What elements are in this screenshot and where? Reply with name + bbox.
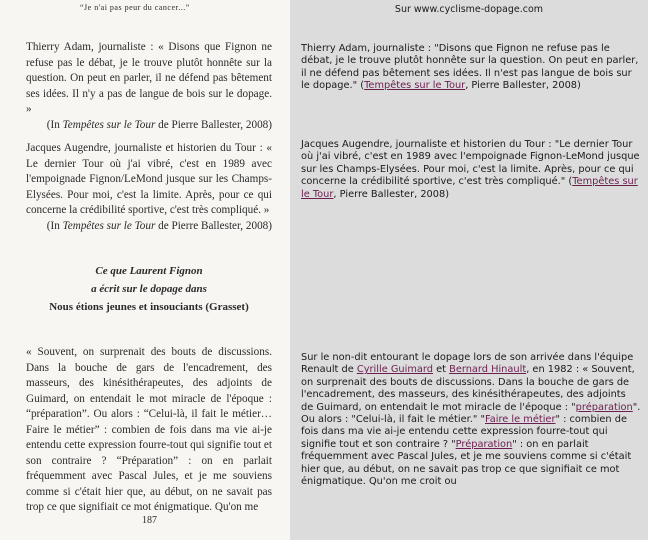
web-quote-jacques-augendre xyxy=(301,139,641,201)
book-page-scan xyxy=(0,0,290,540)
web-text: " : combien de fois dans ma vie ai-je entendu cette expression fourre-tout qui signifie tout et son contraire ? " xyxy=(301,414,627,450)
heading-line-3: Nous étions jeunes et insouciants (Grasset) xyxy=(49,301,249,313)
cite-prefix: (In xyxy=(46,219,63,232)
web-text: , Pierre Ballester, 2008) xyxy=(465,80,581,92)
web-text: Sur le non-dit entourant le dopage lors de son arrivée dans l'équipe Renault de xyxy=(301,352,634,376)
book-quote-jacques-augendre xyxy=(26,141,272,234)
book-title-link[interactable]: Tempêtes sur le Tour xyxy=(301,176,638,200)
book-title-link[interactable]: Tempêtes sur le Tour xyxy=(364,80,466,92)
link-cyrille-guimard[interactable]: Cyrille Guimard xyxy=(356,364,433,376)
cite-suffix: de Pierre Ballester, 2008) xyxy=(155,219,272,232)
site-header: Sur www.cyclisme-dopage.com xyxy=(394,4,544,15)
book-excerpt-text: « Souvent, on surprenait des bouts de discussions. Dans la bouche de gars de l'encadrement, des masseurs, des kinésithérapeutes, des adjoints de Guimard, on entendait le mot miracle de l'époque : “préparation”. Ou alors : “Celui-là, il fait le métier… Faire le métier” : combien de fois dans ma vie ai-je entendu cette expression fourre-tout qui signifie tout et son contraire ? “Préparation” : on en parlait fréquemment avec Pascal Jules, et je me souviens comme si c'était hier que, au début, on ne savait pas trop ce que signifiait ce mot énigmatique. Qu'on me xyxy=(26,346,272,513)
link-bernard-hinault[interactable]: Bernard Hinault xyxy=(449,364,527,376)
website-panel xyxy=(290,0,648,540)
book-quote-text: Jacques Augendre, journaliste et historien du Tour : « Le dernier Tour où j'ai vibré, c'est en 1989 avec l'empoignade Fignon/LeMond jusque sur les Champs-Elysées. Pour moi, c'est la limite. Après, pour ce qui concerne la crédibilité sportive, c'est très compliqué. » xyxy=(26,142,272,216)
page-number: 187 xyxy=(142,515,157,526)
book-section-heading xyxy=(26,262,272,316)
book-citation xyxy=(26,219,272,235)
cite-title: Tempêtes sur le Tour xyxy=(62,118,156,131)
book-quote-thierry-adam xyxy=(26,40,272,133)
web-text: Thierry Adam, journaliste : "Disons que Fignon ne refuse pas le débat, je le trouve plutôt honnête sur la question. On peut en parler, il ne défend pas bêtement ses idées. Il n'est pas langue de bois sur le dopage." ( xyxy=(301,43,639,92)
cite-suffix: de Pierre Ballester, 2008) xyxy=(155,118,272,131)
web-quote-thierry-adam xyxy=(301,43,641,93)
link-faire-le-metier[interactable]: Faire le métier xyxy=(485,414,556,426)
web-text: , Pierre Ballester, 2008) xyxy=(333,188,450,200)
link-preparation-2[interactable]: Préparation xyxy=(455,438,513,450)
web-text: " : on en parlait fréquemment avec Pascal Jules, et je me souviens comme si c'était hier que, au début, on ne savait pas trop ce que signifiait ce mot énigmatique. Qu'on me croit ou xyxy=(301,438,632,488)
web-excerpt-fignon xyxy=(301,352,641,488)
web-text: et xyxy=(432,364,450,376)
book-citation xyxy=(26,118,272,134)
book-quote-text: Thierry Adam, journaliste : « Disons que Fignon ne refuse pas le débat, je le trouve plutôt honnête sur la question. On peut en parler, il ne défend pas bêtement ses idées. Il n'y a pas de langue de bois sur le dopage. » xyxy=(26,41,272,115)
web-text: ". Ou alors : "Celui-là, il fait le métier." " xyxy=(301,401,641,426)
web-text: Jacques Augendre, journaliste et historien du Tour : "Le dernier Tour où j'ai vibré, c'est en 1989 avec l'empoignade Fignon-LeMond jusque sur les Champs-Elysées. Pour moi, c'est la limite. Après, pour ce qui concerne la crédibilité sportive, c'est très compliqué." ( xyxy=(301,139,640,188)
cite-prefix: (In xyxy=(46,118,63,131)
book-excerpt-fignon xyxy=(26,345,272,516)
heading-line-1: Ce que Laurent Fignon xyxy=(95,265,203,277)
cite-title: Tempêtes sur le Tour xyxy=(62,219,156,232)
web-text: , en 1982 : « Souvent, on surprenait des bouts de discussions. Dans la bouche de gars de l'encadrement, des masseurs, des kinésithérapeutes, des adjoints de Guimard, on entendait le mot miracle de l'époque : " xyxy=(301,364,635,413)
running-head: “Je n'ai pas peur du cancer...” xyxy=(80,3,190,12)
link-preparation[interactable]: préparation xyxy=(575,401,633,413)
heading-line-2: a écrit sur le dopage dans xyxy=(91,283,207,295)
